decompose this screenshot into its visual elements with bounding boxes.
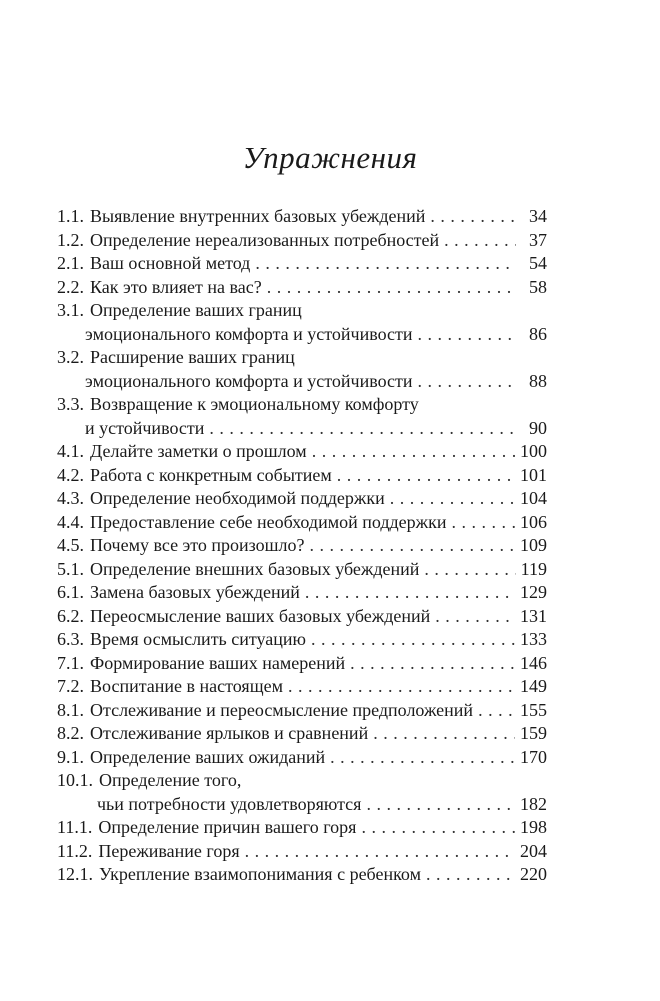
- entry-page-number: 220: [520, 864, 547, 884]
- entry-page-number: 170: [520, 746, 547, 767]
- toc-entry: [57, 276, 547, 300]
- dot-leader: [330, 746, 515, 770]
- dot-leader: [424, 558, 515, 582]
- entry-title: Воспитание в настоящем: [90, 676, 283, 696]
- entry-page-number: 204: [520, 840, 547, 861]
- entry-title: Отслеживание ярлыков и сравнений: [90, 723, 369, 743]
- toc-entry: [57, 699, 547, 723]
- entry-title: Формирование ваших намерений: [90, 652, 346, 673]
- entry-page-number: 58: [529, 276, 547, 297]
- entry-page-number: 109: [520, 535, 547, 555]
- toc-entry: [57, 558, 547, 582]
- entry-title: Делайте заметки о прошлом: [90, 441, 307, 461]
- dot-leader: [305, 581, 515, 605]
- entry-title: Определение того,: [99, 770, 242, 790]
- dot-leader: [255, 252, 516, 276]
- toc-entry: [57, 393, 547, 440]
- entry-number: 3.3.: [57, 394, 84, 414]
- entry-page-number: 129: [520, 582, 547, 602]
- toc-entry: [57, 346, 547, 393]
- entry-page-number: 119: [520, 558, 547, 579]
- dot-leader: [267, 276, 516, 300]
- dot-leader: [310, 534, 515, 558]
- toc-entry: [57, 229, 547, 253]
- toc-entry: [57, 252, 547, 276]
- toc-entry: [57, 440, 547, 464]
- entry-title: Как это влияет на вас?: [90, 276, 262, 297]
- entry-title: Определение причин вашего горя: [98, 817, 357, 837]
- entry-page-number: 159: [520, 723, 547, 743]
- page-title: Упражнения: [242, 140, 418, 175]
- toc-entry: [57, 605, 547, 629]
- entry-number: 3.1.: [57, 300, 84, 320]
- toc-entry: [57, 299, 547, 346]
- entry-page-number: 198: [520, 817, 547, 837]
- entry-page-number: 104: [520, 488, 547, 508]
- entry-page-number: 149: [520, 676, 547, 696]
- dot-leader: [361, 816, 515, 840]
- toc-entry: [57, 464, 547, 488]
- entry-title: Предоставление себе необходимой поддержки: [90, 511, 447, 532]
- toc-entry: [57, 722, 547, 746]
- dot-leader: [312, 440, 515, 464]
- entry-page-number: 34: [529, 206, 547, 226]
- toc-entry: [57, 863, 547, 887]
- exercises-list: [57, 205, 547, 887]
- dot-leader: [426, 863, 515, 887]
- dot-leader: [337, 464, 515, 488]
- entry-title: Почему все это произошло?: [90, 535, 305, 555]
- entry-number: 2.1.: [57, 253, 84, 273]
- entry-number: 4.3.: [57, 488, 84, 508]
- toc-entry: [57, 511, 547, 535]
- dot-leader: [350, 652, 515, 676]
- entry-title: Замена базовых убеждений: [90, 582, 300, 602]
- toc-entry: [57, 581, 547, 605]
- dot-leader: [311, 628, 515, 652]
- toc-entry: [57, 769, 547, 816]
- entry-title: Отслеживание и переосмысление предположений: [90, 699, 474, 720]
- entry-page-number: 131: [520, 605, 547, 626]
- toc-entry: [57, 628, 547, 652]
- entry-page-number: 182: [520, 793, 547, 814]
- toc-entry: [57, 816, 547, 840]
- entry-number: 11.1.: [57, 817, 93, 837]
- entry-number: 4.2.: [57, 464, 84, 485]
- entry-number: 2.2.: [57, 276, 84, 297]
- entry-number: 6.1.: [57, 582, 84, 602]
- toc-entry: [57, 487, 547, 511]
- dot-leader: [366, 793, 515, 817]
- entry-number: 3.2.: [57, 347, 84, 367]
- entry-title: Определение ваших границ: [90, 300, 302, 320]
- entry-page-number: 133: [520, 629, 547, 649]
- entry-title: Переживание горя: [98, 840, 240, 861]
- entry-page-number: 37: [529, 229, 547, 250]
- entry-title: Определение внешних базовых убеждений: [90, 558, 420, 579]
- entry-number: 7.2.: [57, 676, 84, 696]
- entry-title: Расширение ваших границ: [90, 347, 295, 367]
- entry-number: 4.5.: [57, 535, 84, 555]
- entry-number: 8.1.: [57, 699, 84, 720]
- entry-number: 8.2.: [57, 723, 84, 743]
- entry-number: 4.1.: [57, 441, 84, 461]
- entry-page-number: 101: [520, 464, 547, 485]
- toc-entry: [57, 205, 547, 229]
- entry-number: 10.1.: [57, 770, 93, 790]
- entry-page-number: 88: [529, 370, 547, 391]
- entry-title: Укрепление взаимопонимания с ребенком: [99, 864, 421, 884]
- entry-number: 7.1.: [57, 652, 84, 673]
- dot-leader: [245, 840, 515, 864]
- entry-number: 4.4.: [57, 511, 84, 532]
- entry-title: Возвращение к эмоциональному комфорту: [90, 394, 419, 414]
- dot-leader: [435, 605, 515, 629]
- entry-number: 11.2.: [57, 840, 93, 861]
- entry-title: чьи потребности удовлетворяются: [97, 793, 362, 814]
- entry-title: и устойчивости: [85, 417, 205, 438]
- entry-title: Выявление внутренних базовых убеждений: [90, 206, 426, 226]
- entry-page-number: 86: [529, 323, 547, 344]
- entry-page-number: 54: [529, 253, 547, 273]
- entry-page-number: 155: [520, 699, 547, 720]
- dot-leader: [478, 699, 515, 723]
- entry-number: 1.1.: [57, 206, 84, 226]
- entry-page-number: 100: [520, 441, 547, 461]
- entry-page-number: 90: [529, 417, 547, 438]
- dot-leader: [390, 487, 515, 511]
- entry-number: 6.3.: [57, 629, 84, 649]
- entry-number: 1.2.: [57, 229, 84, 250]
- entry-title: Определение ваших ожиданий: [90, 746, 326, 767]
- entry-title: Ваш основной метод: [90, 253, 251, 273]
- dot-leader: [209, 417, 516, 441]
- entry-title: Определение нереализованных потребностей: [90, 229, 440, 250]
- dot-leader: [418, 370, 516, 394]
- entry-page-number: 146: [520, 652, 547, 673]
- entry-title: Работа с конкретным событием: [90, 464, 332, 485]
- entry-title: Переосмысление ваших базовых убеждений: [90, 605, 431, 626]
- dot-leader: [373, 722, 515, 746]
- dot-leader: [418, 323, 516, 347]
- toc-entry: [57, 534, 547, 558]
- entry-number: 9.1.: [57, 746, 84, 767]
- toc-entry: [57, 746, 547, 770]
- toc-entry: [57, 840, 547, 864]
- entry-page-number: 106: [520, 511, 547, 532]
- entry-title: эмоционального комфорта и устойчивости: [85, 370, 413, 391]
- entry-title: Время осмыслить ситуацию: [90, 629, 306, 649]
- entry-number: 5.1.: [57, 558, 84, 579]
- dot-leader: [430, 205, 516, 229]
- toc-entry: [57, 675, 547, 699]
- dot-leader: [444, 229, 516, 253]
- entry-number: 6.2.: [57, 605, 84, 626]
- toc-entry: [57, 652, 547, 676]
- entry-title: Определение необходимой поддержки: [90, 488, 385, 508]
- entry-number: 12.1.: [57, 864, 93, 884]
- dot-leader: [451, 511, 515, 535]
- entry-title: эмоционального комфорта и устойчивости: [85, 323, 413, 344]
- dot-leader: [288, 675, 515, 699]
